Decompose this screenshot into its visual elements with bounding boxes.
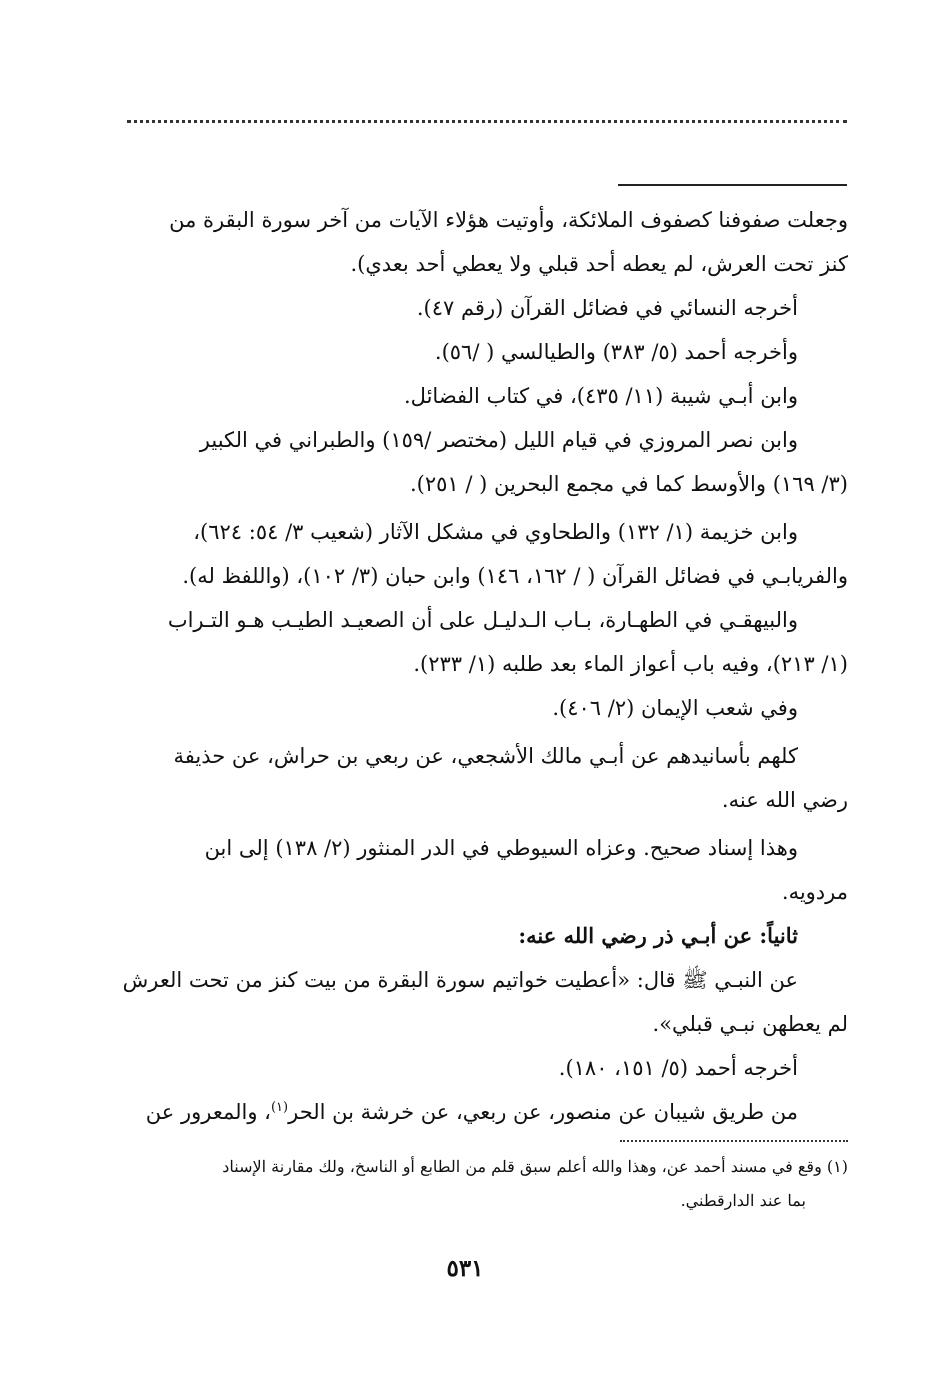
text-line: وابن خزيمة (١/ ١٣٢) والطحاوي في مشكل الآثار (شعيب ٣/ ٥٤: ٦٢٤)،	[193, 520, 798, 544]
text-line: (٣/ ١٦٩) والأوسط كما في مجمع البحرين ( / ٢٥١).	[409, 472, 848, 496]
text-line	[118, 1090, 848, 1134]
text-line: (١/ ٢١٣)، وفيه باب أعواز الماء بعد طلبه (١/ ٢٣٣).	[413, 652, 848, 676]
text-line: وجعلت صفوفنا كصفوف الملائكة، وأوتيت هؤلاء الآيات من آخر سورة البقرة من	[169, 208, 848, 232]
text-line: والفريابـي في فضائل القرآن ( / ١٦٢، ١٤٦) وابن حبان (٣/ ١٠٢)، (واللفظ له).	[182, 564, 848, 588]
text-line: كنز تحت العرش، لم يعطه أحد قبلي ولا يعطي أحد بعدي).	[350, 252, 848, 276]
text-line: أخرجه أحمد (٥/ ١٥١، ١٨٠).	[558, 1056, 798, 1080]
text-line: مردويه.	[781, 880, 848, 904]
hadith-line: لم يعطهن نبـي قبلي».	[652, 1012, 848, 1036]
main-text	[118, 198, 848, 1134]
footnote-text: وقع في مسند أحمد عن، وهذا والله أعلم سبق قلم من الطابع أو الناسخ، ولك مقارنة الإسناد	[222, 1157, 822, 1176]
text-line: وأخرجه أحمد (٥/ ٣٨٣) والطيالسي ( /٥٦).	[434, 340, 798, 364]
text-line: وهذا إسناد صحيح. وعزاه السيوطي في الدر المنثور (٢/ ١٣٨) إلى ابن	[204, 836, 798, 860]
footnote-reference[interactable]: (١)	[270, 1100, 289, 1115]
text-line: رضي الله عنه.	[721, 788, 848, 812]
text-line: وابن أبـي شيبة (١١/ ٤٣٥)، في كتاب الفضائل.	[404, 384, 798, 408]
text-segment: ، والمعرور عن	[145, 1100, 271, 1124]
section-heading: ثانياً: عن أبـي ذر رضي الله عنه:	[518, 923, 798, 948]
text-line: والبيهقـي في الطهـارة، بـاب الـدليـل على أن الصعيـد الطيـب هـو التـراب	[167, 608, 798, 632]
hadith-line: عن النبـي ﷺ قال: «أعطيت خواتيم سورة البقرة من بيت كنز من تحت العرش	[122, 968, 798, 992]
top-dotted-separator	[127, 120, 847, 123]
text-line: كلهم بأسانيدهم عن أبـي مالك الأشجعي، عن ربعي بن حراش، عن حذيفة	[173, 744, 798, 768]
footnote-separator	[620, 1140, 848, 1142]
text-line: وفي شعب الإيمان (٢/ ٤٠٦).	[552, 696, 798, 720]
text-line: وابن نصر المروزي في قيام الليل (مختصر /١٥٩) والطبراني في الكبير	[199, 428, 798, 452]
section-rule	[618, 184, 847, 186]
text-segment: من طريق شيبان عن منصور، عن ربعي، عن خرشة بن الحر	[288, 1100, 798, 1124]
page-number: ٥٣١	[446, 1255, 484, 1282]
footnote-number: (١)	[826, 1157, 848, 1176]
text-line: أخرجه النسائي في فضائل القرآن (رقم ٤٧).	[416, 296, 798, 320]
footnote-continuation: بما عند الدارقطني.	[680, 1191, 806, 1210]
footnote-line	[118, 1150, 848, 1184]
footnote	[118, 1150, 848, 1218]
